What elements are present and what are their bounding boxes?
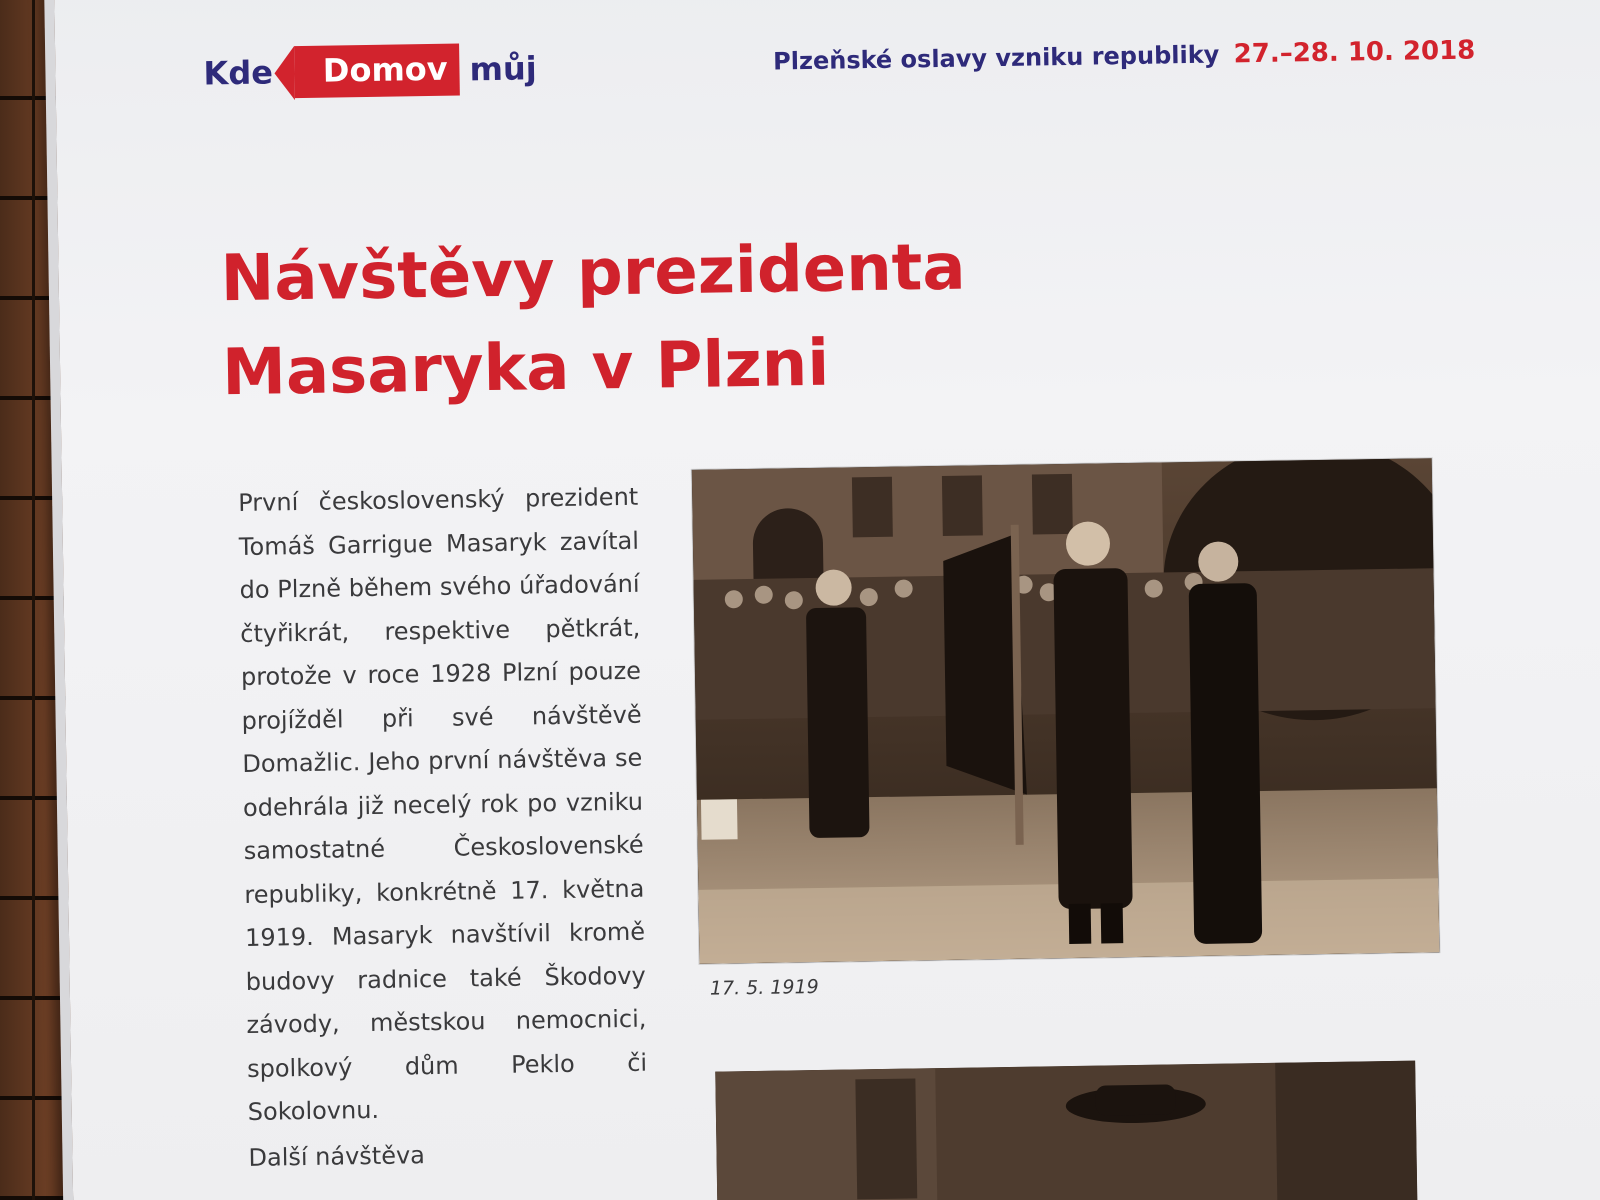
historic-photo — [692, 458, 1440, 964]
second-historic-photo — [715, 1061, 1417, 1200]
body-continuation: Další návštěva — [248, 1140, 426, 1172]
logo-tag-domov: Domov — [294, 43, 460, 98]
logo-word-kde: Kde — [203, 53, 274, 93]
logo-kde-domov-muj — [203, 42, 537, 99]
poster-title — [220, 221, 968, 421]
event-date: 27.–28. 10. 2018 — [1233, 35, 1476, 70]
event-heading — [773, 36, 1476, 77]
historic-photo-image — [692, 458, 1440, 964]
logo-word-muj: můj — [469, 49, 537, 89]
poster-title-line-1: Návštěvy prezidenta — [220, 230, 967, 317]
exhibition-poster — [44, 0, 1600, 1200]
body-text — [238, 476, 649, 1180]
second-historic-photo-image — [715, 1061, 1417, 1200]
body-paragraph: První československý prezident Tomáš Garrigue Masaryk zavítal do Plzně během svého úřadování čtyřikrát, respektive pětkrát, protože v roce 1928 Plzní pouze projížděl při své návštěvě Domažlic. Jeho první návštěva se odehrála již necelý rok po vzniku samostatné Československé republiky, konkrétně 17. května 1919. Masaryk navštívil kromě budovy radnice také Škodovy závody, městskou nemocnici, spolkový dům Peklo či Sokolovnu. — [238, 482, 648, 1126]
poster-title-line-2: Masaryka v Plzni — [221, 326, 830, 411]
event-label: Plzeňské oslavy vzniku republiky — [772, 40, 1220, 76]
photo-caption: 17. 5. 1919 — [709, 975, 819, 1000]
